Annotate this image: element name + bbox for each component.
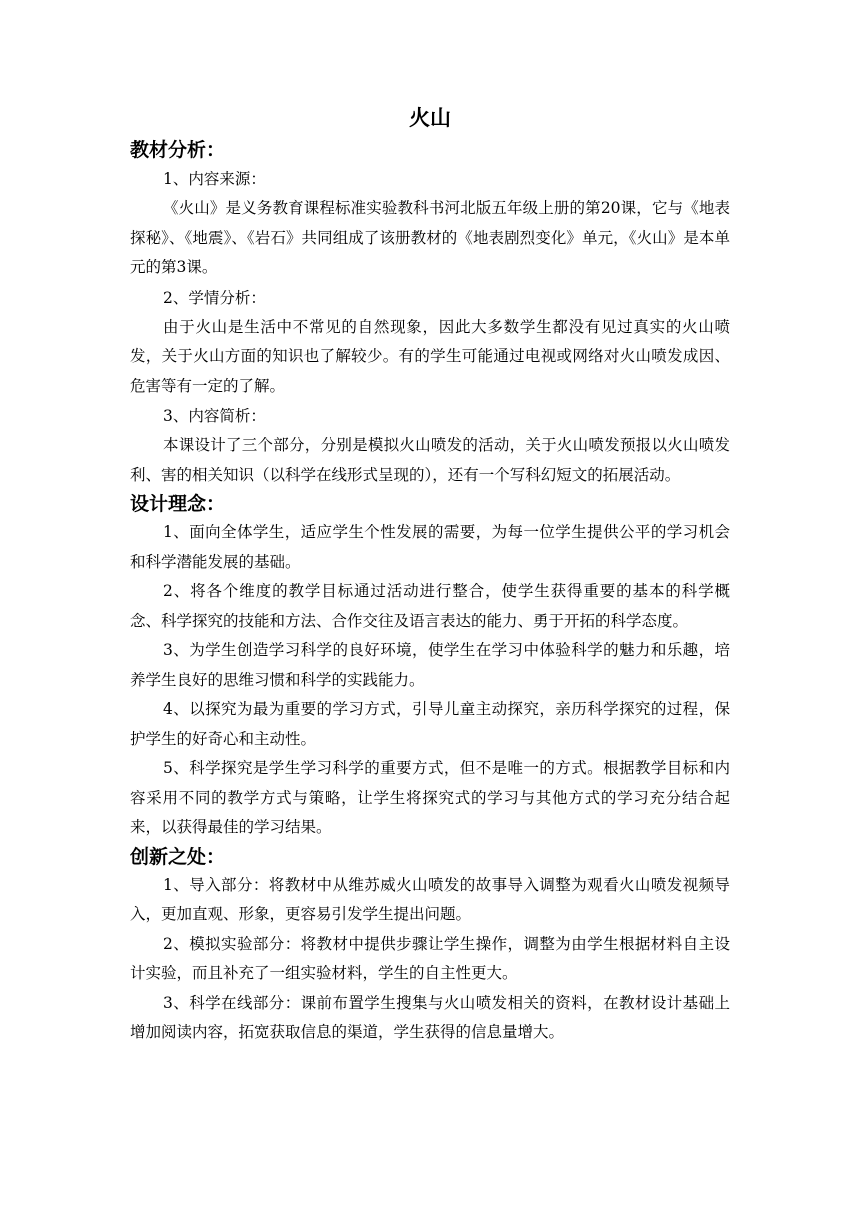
section-teaching-material-analysis (130, 136, 730, 490)
list-item: 3、科学在线部分：课前布置学生搜集与火山喷发相关的资料，在教材设计基础上增加阅读内容，拓宽获取信息的渠道，学生获得的信息量增大。 (130, 993, 730, 1041)
section-design-concept (130, 490, 730, 843)
paragraph: 《火山》是义务教育课程标准实验教科书河北版五年级上册的第20课，它与《地表探秘》、《地震》、《岩石》共同组成了该册教材的《地表剧烈变化》单元，《火山》是本单元的第3课。 (130, 199, 730, 276)
list-item: 4、以探究为最为重要的学习方式，引导儿童主动探究，亲历科学探究的过程，保护学生的好奇心和主动性。 (130, 700, 730, 748)
list-item: 1、面向全体学生，适应学生个性发展的需要，为每一位学生提供公平的学习机会和科学潜能发展的基础。 (130, 523, 730, 571)
section-heading: 创新之处： (130, 845, 226, 868)
list-item: 5、科学探究是学生学习科学的重要方式，但不是唯一的方式。根据教学目标和内容采用不同的教学方式与策略，让学生将探究式的学习与其他方式的学习充分结合起来，以获得最佳的学习结果。 (130, 759, 730, 836)
list-item: 3、为学生创造学习科学的良好环境，使学生在学习中体验科学的魅力和乐趣，培养学生良好的思维习惯和科学的实践能力。 (130, 641, 730, 689)
section-heading: 教材分析： (130, 139, 226, 161)
subheading-content-brief: 3、内容简析： (163, 407, 266, 425)
section-heading: 设计理念： (130, 493, 226, 515)
document-page (130, 100, 730, 1048)
list-item: 2、模拟实验部分：将教材中提供步骤让学生操作，调整为由学生根据材料自主设计实验，而且补充了一组实验材料，学生的自主性更大。 (130, 934, 730, 982)
section-innovations (130, 843, 730, 1048)
document-title: 火山 (409, 105, 451, 130)
list-item: 2、将各个维度的教学目标通过活动进行整合，使学生获得重要的基本的科学概念、科学探究的技能和方法、合作交往及语言表达的能力、勇于开拓的科学态度。 (130, 582, 730, 630)
list-item: 1、导入部分：将教材中从维苏威火山喷发的故事导入调整为观看火山喷发视频导入，更加直观、形象，更容易引发学生提出问题。 (130, 875, 730, 923)
paragraph: 本课设计了三个部分，分别是模拟火山喷发的活动，关于火山喷发预报以火山喷发利、害的相关知识（以科学在线形式呈现的），还有一个写科幻短文的拓展活动。 (130, 436, 730, 484)
subheading-content-source: 1、内容来源： (163, 170, 266, 188)
paragraph: 由于火山是生活中不常见的自然现象，因此大多数学生都没有见过真实的火山喷发，关于火山方面的知识也了解较少。有的学生可能通过电视或网络对火山喷发成因、危害等有一定的了解。 (130, 317, 730, 395)
subheading-student-analysis: 2、学情分析： (163, 288, 266, 307)
